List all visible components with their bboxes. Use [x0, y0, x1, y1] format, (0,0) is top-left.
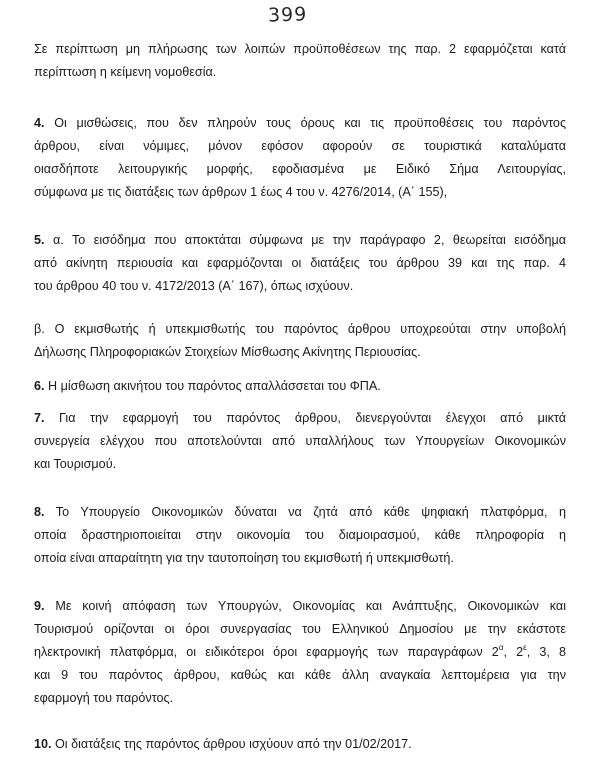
text-line: εφαρμογή του παρόντος. — [34, 691, 174, 705]
text-line: β. Ο εκμισθωτής ή υπεκμισθωτής του παρόντος άρθρου υποχρεούται στην υποβολή — [34, 322, 566, 336]
text-line: οποία δραστηριοποιείται στην οικονομία του διαμοιρασμού, κάθε πληροφορία η — [34, 528, 566, 542]
text-line: οποία είναι απαραίτητη για την ταυτοποίηση του εκμισθωτή ή υπεκμισθωτή. — [34, 551, 454, 565]
text-line: 4. Οι μισθώσεις, που δεν πληρούν τους όρους και τις προϋποθέσεις του παρόντος — [34, 116, 566, 130]
paragraph-number: 9. — [34, 599, 45, 613]
text-line: Δήλωσης Πληροφοριακών Στοιχείων Μίσθωσης Ακίνητης Περιουσίας. — [34, 345, 421, 359]
text-line: και 9 του παρόντος άρθρου, καθώς και κάθε άλλη αναγκαία λεπτομέρεια για την — [34, 668, 566, 682]
paragraph-8 — [34, 501, 566, 570]
text-line: άρθρου, είναι νόμιμες, μόνον εφόσον αφορούν σε τουριστικά καταλύματα — [34, 139, 566, 153]
text-line: οιασδήποτε λειτουργικής μορφής, εφοδιασμένα με Ειδικό Σήμα Λειτουργίας, — [34, 162, 566, 176]
text-line: 5. α. Το εισόδημα που αποκτάται σύμφωνα με την παράγραφο 2, θεωρείται εισόδημα — [34, 233, 566, 247]
paragraph-9 — [34, 595, 566, 710]
paragraph-number: 5. — [34, 233, 45, 247]
paragraph-continuation — [34, 38, 566, 84]
paragraph-5 — [34, 229, 566, 298]
text-line: Τουρισμού ορίζονται οι όροι συνεργασίας του Ελληνικού Δημοσίου με την εκάστοτε — [34, 622, 566, 636]
paragraph-6 — [34, 375, 566, 398]
text-line: 6. Η μίσθωση ακινήτου του παρόντος απαλλάσσεται του ΦΠΑ. — [34, 379, 381, 393]
text-line: ηλεκτρονική πλατφόρμα, οι ειδικότεροι όροι εφαρμογής των παραγράφων $2^\alpha$, $2^\varepsilon$, 3, 8 — [34, 643, 566, 659]
text-line: και Τουρισμού. — [34, 457, 117, 471]
handwritten-page-number: 399 — [267, 3, 308, 27]
text-line: 9. Με κοινή απόφαση των Υπουργών, Οικονομίας και Ανάπτυξης, Οικονομικών και — [34, 599, 566, 613]
paragraph-5b — [34, 318, 566, 364]
paragraph-number: 6. — [34, 379, 45, 393]
text-line: Σε περίπτωση μη πλήρωσης των λοιπών προϋποθέσεων της παρ. 2 εφαρμόζεται κατά — [34, 42, 566, 56]
paragraph-number: 7. — [34, 411, 45, 425]
paragraph-number: 8. — [34, 505, 45, 519]
paragraph-number: 4. — [34, 116, 45, 130]
superscript: α — [498, 643, 504, 652]
text-line: συνεργεία ελέγχου που αποτελούνται από υπαλλήλους των Υπουργείων Οικονομικών — [34, 434, 566, 448]
paragraph-10 — [34, 733, 566, 756]
text-line: 8. Το Υπουργείο Οικονομικών δύναται να ζητά από κάθε ψηφιακή πλατφόρμα, η — [34, 505, 566, 519]
paragraph-7 — [34, 407, 566, 476]
text-line: περίπτωση η κείμενη νομοθεσία. — [34, 65, 217, 79]
text-line: 7. Για την εφαρμογή του παρόντος άρθρου, διενεργούνται έλεγχοι από μικτά — [34, 411, 566, 425]
paragraph-number: 10. — [34, 737, 52, 751]
superscript: ε — [523, 643, 527, 652]
text-line: του άρθρου 40 του ν. 4172/2013 (Α΄ 167), όπως ισχύουν. — [34, 279, 354, 293]
text-line: σύμφωνα με τις διατάξεις των άρθρων 1 έως 4 του ν. 4276/2014, (Α΄ 155), — [34, 185, 448, 199]
text-line: από ακίνητη περιουσία και εφαρμόζονται οι διατάξεις του άρθρου 39 και της παρ. 4 — [34, 256, 566, 270]
text-line: 10. Οι διατάξεις της παρόντος άρθρου ισχύουν από την 01/02/2017. — [34, 737, 412, 751]
paragraph-4 — [34, 112, 566, 204]
